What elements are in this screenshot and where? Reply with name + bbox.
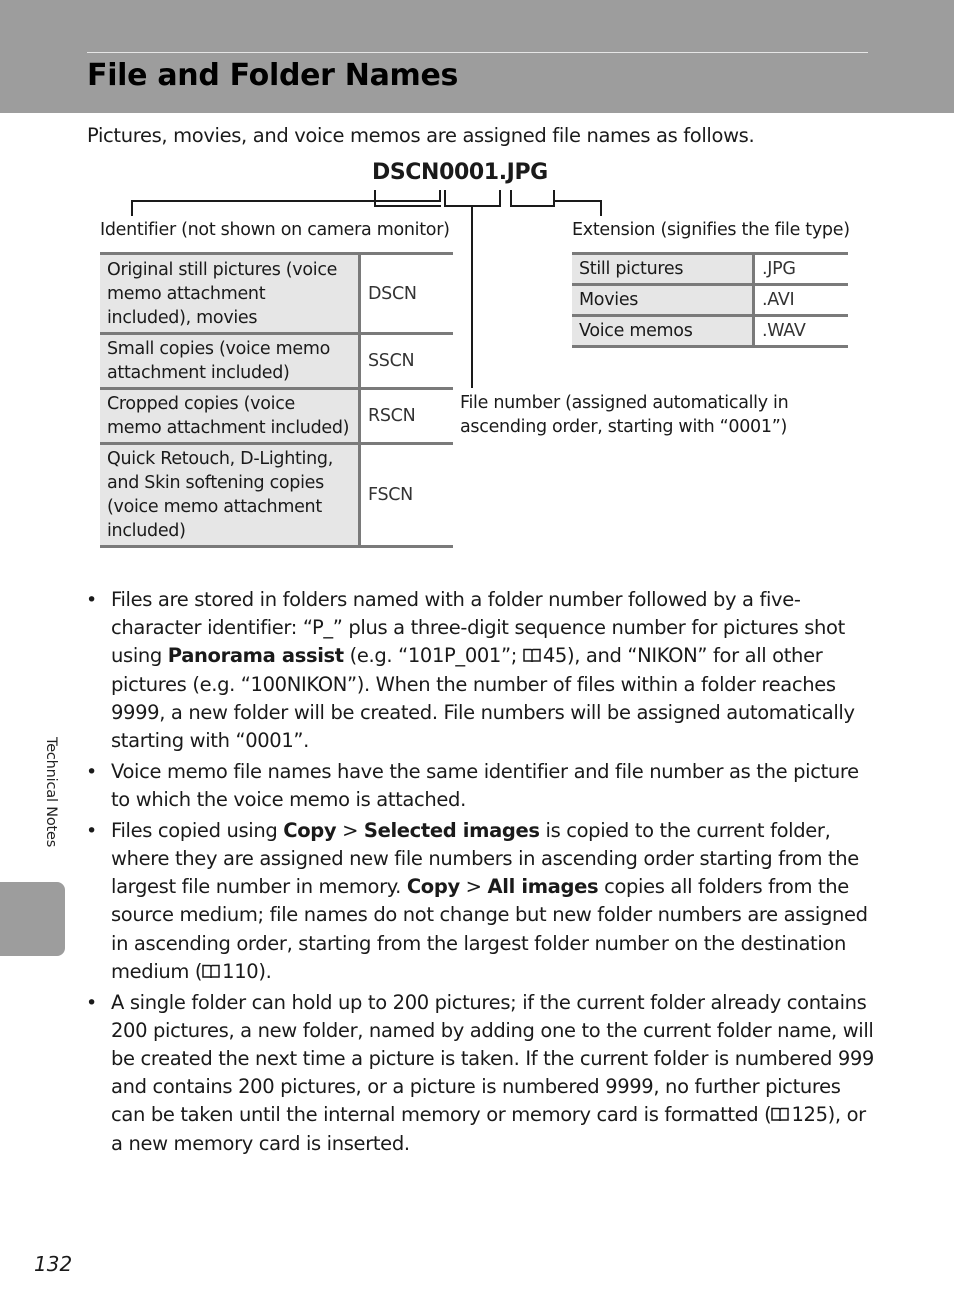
extension-bracket-right: [553, 190, 555, 206]
extension-bracket-drop: [600, 200, 602, 216]
extension-type: Movies: [572, 285, 754, 316]
extension-type: Voice memos: [572, 316, 754, 347]
menu-option-name: All images: [487, 875, 599, 899]
page-reference: 125: [791, 1103, 828, 1127]
list-item: [86, 817, 876, 986]
bullet-dot-icon: •: [86, 589, 97, 611]
file-number-label-line2: ascending order, starting with “0001”): [460, 417, 788, 437]
list-item: [86, 758, 876, 814]
desc-line: and Skin softening copies: [107, 473, 324, 493]
text-run: copies all folders from the source medium; file names do not change but new folder numbers are assigned in ascending order, starting from the largest folder number on the destination medium (: [111, 875, 868, 983]
list-item: [86, 586, 876, 755]
desc-line: Quick Retouch, D-Lighting,: [107, 449, 333, 469]
identifier-bracket-under: [374, 205, 441, 207]
bullet-dot-icon: •: [86, 760, 97, 783]
section-side-tab: [0, 882, 65, 956]
text-run: A single folder can hold up to 200 pictures; if the current folder already contains 200 pictures, a new folder, named by adding one to the current folder name, will be created the next time a picture is taken. If the current folder is numbered 999 and contains 200 pictures, or a picture is numbered 9999, no further pictures can be taken until the internal memory or memory card is formatted (: [111, 990, 874, 1127]
page-reference: 45: [542, 644, 567, 668]
desc-line: included): [107, 521, 186, 541]
identifier-table: [100, 252, 453, 548]
section-side-label: Technical Notes: [43, 737, 59, 848]
text-run: Voice memo file names have the same identifier and file number as the picture to which the voice memo is attached.: [111, 759, 859, 812]
extension-code: .AVI: [754, 285, 849, 316]
table-row: [572, 316, 848, 347]
identifier-desc: [100, 334, 360, 389]
desc-line: Small copies (voice memo: [107, 339, 330, 359]
page-reference: 110: [222, 959, 259, 983]
extension-label: Extension (signifies the file type): [572, 220, 850, 240]
filenumber-bracket-left: [444, 190, 446, 206]
text-run: is copied to the current folder, where they are assigned new file numbers in ascending order starting from the largest file number in memory.: [111, 818, 859, 899]
file-number-label: [460, 391, 788, 439]
desc-line: (voice memo attachment: [107, 497, 322, 517]
identifier-code: FSCN: [360, 444, 454, 547]
identifier-desc: [100, 389, 360, 444]
identifier-bracket-top: [131, 200, 441, 202]
identifier-bracket-stub: [374, 190, 376, 206]
text-run: >: [336, 818, 364, 842]
page-title: File and Folder Names: [87, 58, 459, 93]
identifier-desc: [100, 444, 360, 547]
table-row: [100, 389, 453, 444]
filenumber-bracket-right: [499, 190, 501, 206]
bullet-dot-icon: •: [86, 991, 97, 1014]
table-row: [572, 254, 848, 285]
book-reference-icon: [202, 964, 220, 979]
text-run: Files copied using: [111, 818, 284, 842]
text-run: ), or a new memory card is inserted.: [111, 1103, 866, 1155]
table-row: [100, 334, 453, 389]
extension-bracket-bottom: [510, 205, 555, 207]
extension-code: .JPG: [754, 254, 849, 285]
text-run: ), and “NIKON” for all other pictures (e.g. “100NIKON”). When the number of files within a folder reaches 9999, a new folder will be created. File numbers will be assigned automatically starting with “0001”.: [111, 644, 855, 753]
desc-line: included), movies: [107, 307, 258, 328]
extension-bracket-left: [510, 190, 512, 206]
notes-list: [86, 586, 876, 1160]
identifier-bracket-left: [131, 200, 133, 216]
text-run: >: [459, 875, 488, 899]
table-row: [100, 444, 453, 547]
extension-code: .WAV: [754, 316, 849, 347]
book-reference-icon: [771, 1107, 789, 1122]
extension-table: [572, 252, 848, 348]
menu-option-name: Copy: [283, 818, 337, 842]
desc-line: attachment included): [107, 363, 290, 383]
desc-line: memo attachment: [107, 283, 266, 304]
header-band: [0, 0, 954, 113]
table-row: [100, 254, 453, 334]
desc-line: Cropped copies (voice: [107, 394, 295, 414]
file-number-label-line1: File number (assigned automatically in: [460, 393, 789, 413]
identifier-code: SSCN: [360, 334, 454, 389]
menu-option-name: Selected images: [363, 818, 540, 842]
desc-line: memo attachment included): [107, 418, 350, 438]
text-run: Files are stored in folders named with a folder number followed by a five-character identifier: “P_” plus a three-digit sequence number for pictures shot using: [111, 588, 845, 668]
identifier-desc: [100, 254, 360, 334]
table-row: [572, 285, 848, 316]
list-item: [86, 989, 876, 1158]
bullet-dot-icon: •: [86, 819, 97, 842]
book-reference-icon: [523, 648, 541, 663]
identifier-code: RSCN: [360, 389, 454, 444]
header-rule: [87, 52, 868, 53]
example-filename: DSCN0001.JPG: [372, 160, 548, 185]
menu-option-name: Panorama assist: [167, 644, 344, 668]
intro-text: Pictures, movies, and voice memos are assigned file names as follows.: [87, 124, 755, 147]
text-run: (e.g. “101P_001”;: [343, 644, 523, 668]
filenumber-leader-line: [471, 206, 473, 388]
menu-option-name: Copy: [406, 875, 460, 899]
extension-bracket-top: [553, 200, 602, 202]
identifier-code: DSCN: [360, 254, 454, 334]
identifier-label: Identifier (not shown on camera monitor): [100, 220, 450, 240]
desc-line: Original still pictures (voice: [107, 259, 338, 280]
identifier-bracket-right: [439, 190, 441, 202]
text-run: ).: [258, 959, 272, 983]
page-number: 132: [34, 1252, 73, 1276]
extension-type: Still pictures: [572, 254, 754, 285]
